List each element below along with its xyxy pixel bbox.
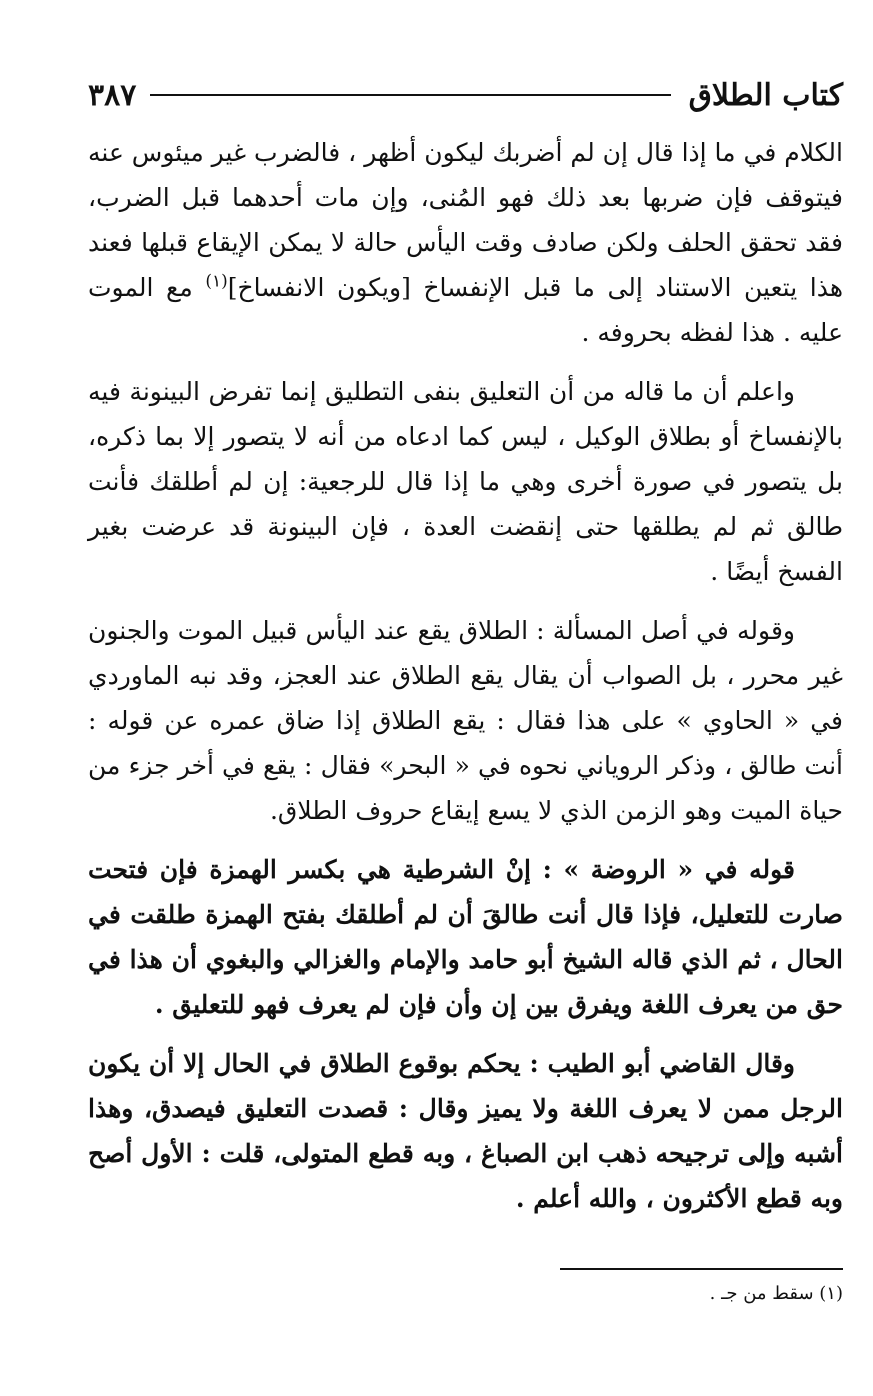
paragraph-1-continuation: مع الموت عليه . هذا لفظه بحروفه .: [88, 273, 843, 347]
running-title: كتاب الطلاق: [688, 77, 843, 113]
paragraph-4: قوله في « الروضة » : إنْ الشرطية هي بكسر الهمزة فإن فتحت صارت للتعليل، فإذا قال أنت طالقَ أن لم أطلقك بفتح الهمزة طلقت في الحال ، ثم الذي قاله الشيخ أبو حامد والإمام والغزالي والبغوي أن هذا في حق من يعرف اللغة ويفرق بين إن وأن فإن لم يعرف فهو للتعليق .: [88, 855, 843, 1019]
paragraph-5: وقال القاضي أبو الطيب : يحكم بوقوع الطلاق في الحال إلا أن يكون الرجل ممن لا يعرف اللغة ولا يميز وقال : قصدت التعليق فيصدق، وهذا أشبه وإلى ترجيحه ذهب ابن الصباغ ، وبه قطع المتولى، قلت : الأول أصح وبه قطع الأكثرون ، والله أعلم .: [88, 1049, 843, 1213]
page-number: ٣٨٧: [88, 77, 137, 113]
footnote-divider: [560, 1268, 843, 1270]
paragraph-1: [88, 130, 843, 355]
footnote: (١) سقط من جـ .: [709, 1283, 843, 1304]
paragraph-2: واعلم أن ما قاله من أن التعليق بنفى التطليق إنما تفرض البينونة فيه بالإنفساخ أو بطلاق الوكيل ، ليس كما ادعاه من أنه لا يتصور إلا بما ذكره، بل يتصور في صورة أخرى وهي ما إذا قال للرجعية: إن لم أطلقك فأنت طالق ثم لم يطلقها حتى إنقضت العدة ، فإن البينونة قد عرضت بغير الفسخ أيضًا .: [88, 377, 843, 586]
footnote-reference-mark: (١): [205, 271, 228, 292]
main-text: [88, 130, 843, 1235]
header-rule: [150, 94, 670, 96]
paragraph-1-text: الكلام في ما إذا قال إن لم أضربك ليكون أظهر ، فالضرب غير ميئوس عنه فيتوقف فإن ضربها بعد ذلك فهو المُنى، وإن مات أحدهما قبل الضرب، فقد تحقق الحلف ولكن صادف وقت اليأس حالة لا يمكن الإيقاع قبلها فعند هذا يتعين الاستناد إلى ما قبل الإنفساخ [ويكون الانفساخ]: [88, 138, 844, 302]
paragraph-3: وقوله في أصل المسألة : الطلاق يقع عند اليأس قبيل الموت والجنون غير محرر ، بل الصواب أن يقال يقع الطلاق عند العجز، وقد نبه الماوردي في « الحاوي » على هذا فقال : يقع الطلاق إذا ضاق عمره عن قوله : أنت طالق ، وذكر الروياني نحوه في « البحر» فقال : يقع في أخر جزء من حياة الميت وهو الزمن الذي لا يسع إيقاع حروف الطلاق.: [88, 616, 843, 825]
page-header: [88, 70, 843, 120]
